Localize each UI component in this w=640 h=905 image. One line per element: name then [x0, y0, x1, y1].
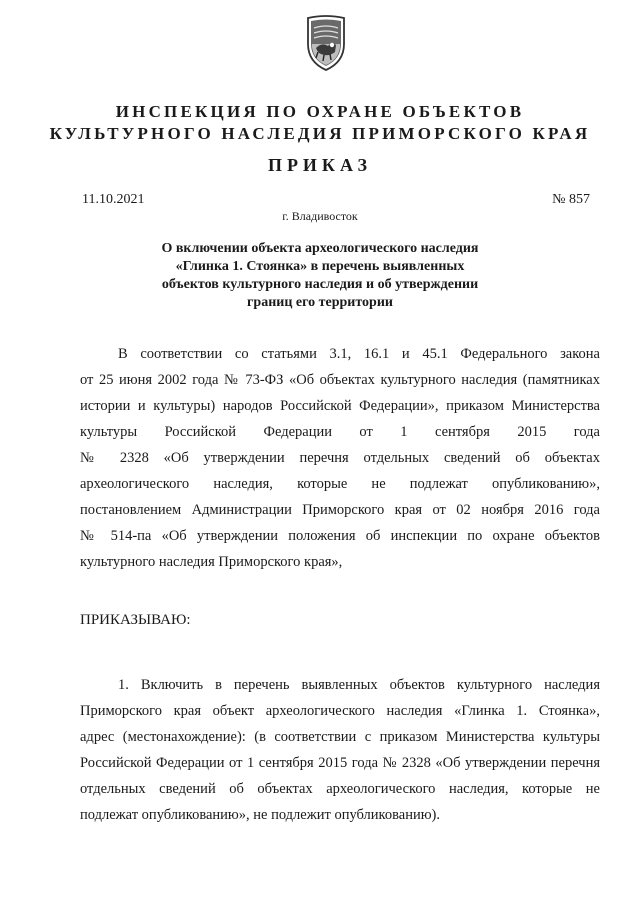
organization-name-line-1: ИНСПЕКЦИЯ ПО ОХРАНЕ ОБЪЕКТОВ: [115, 102, 525, 121]
document-subject: [0, 240, 640, 312]
organization-name-line-2: КУЛЬТУРНОГО НАСЛЕДИЯ ПРИМОРСКОГО КРАЯ: [49, 124, 591, 143]
item-line: Российской Федерации от 1 сентября 2015 года № 2328 «Об утверждении перечня: [80, 755, 600, 771]
preamble-line: культуры Российской Федерации от 1 сентября 2015 года: [80, 424, 600, 440]
item-line: подлежат опубликованию», не подлежит опубликованию).: [80, 807, 441, 823]
order-word: ПРИКАЗЫВАЮ:: [80, 612, 191, 628]
subject-line: границ его территории: [247, 295, 393, 310]
preamble-paragraph: [80, 341, 600, 575]
coat-of-arms-icon: [302, 14, 350, 72]
item-line: 1. Включить в перечень выявленных объектов культурного наследия: [118, 677, 600, 693]
subject-line: О включении объекта археологического наследия: [161, 241, 479, 256]
preamble-line: постановлением Администрации Приморского края от 02 ноября 2016 года: [80, 502, 600, 518]
preamble-line: истории и культуры) народов Российской Федерации», приказом Министерства: [80, 398, 600, 414]
subject-line: «Глинка 1. Стоянка» в перечень выявленных: [175, 259, 465, 274]
document-date: 11.10.2021: [82, 192, 145, 207]
item-line: отдельных сведений об объектах археологического наследия, которые не: [80, 781, 600, 797]
preamble-line: от 25 июня 2002 года № 73-ФЗ «Об объектах культурного наследия (памятниках: [80, 372, 600, 388]
document-city: г. Владивосток: [282, 209, 358, 223]
item-line: адрес (местонахождение): (в соответствии с приказом Министерства культуры: [80, 729, 600, 745]
document-number: № 857: [552, 192, 590, 207]
preamble-line: В соответствии со статьями 3.1, 16.1 и 45.1 Федерального закона: [118, 346, 600, 362]
preamble-line: культурного наследия Приморского края»,: [80, 554, 343, 570]
preamble-line: археологического наследия, которые не подлежат опубликованию»,: [80, 476, 600, 492]
order-item-1: [80, 672, 600, 828]
document-type: ПРИКАЗ: [267, 155, 373, 175]
preamble-line: № 2328 «Об утверждении перечня отдельных сведений об объектах: [80, 450, 600, 466]
subject-line: объектов культурного наследия и об утверждении: [161, 277, 479, 292]
item-line: Приморского края объект археологического наследия «Глинка 1. Стоянка»,: [80, 703, 600, 719]
preamble-line: № 514-па «Об утверждении положения об инспекции по охране объектов: [80, 528, 600, 544]
